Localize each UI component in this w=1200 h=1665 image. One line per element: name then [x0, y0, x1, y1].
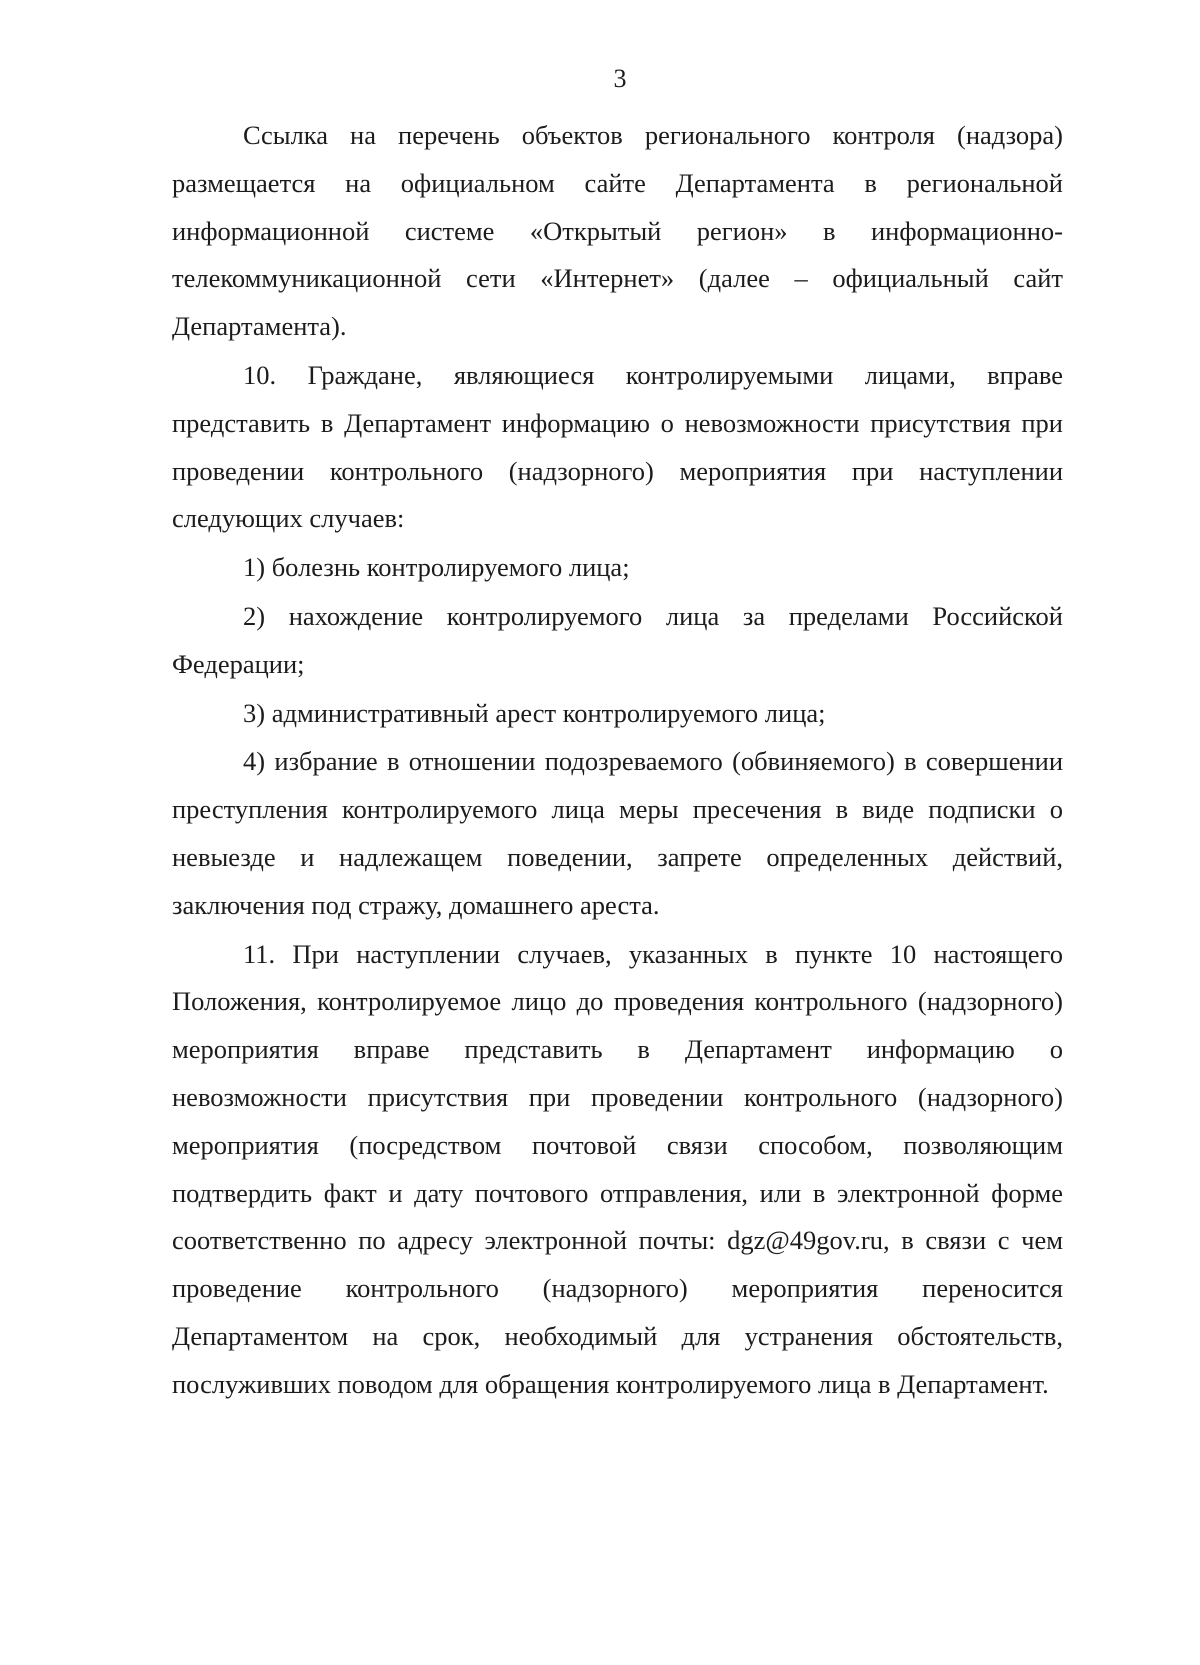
list-item-preventive-measure: 4) избрание в отношении подозреваемого (обвиняемого) в совершении преступления контролируемого лица меры пресечения в виде подписки о невыезде и надлежащем поведении, запрете определенных действий, заключения под стражу, домашнего ареста.	[172, 746, 1063, 920]
list-item-illness: 1) болезнь контролируемого лица;	[243, 552, 630, 583]
paragraph-item-11: 11. При наступлении случаев, указанных в пункте 10 настоящего Положения, контролируемое лицо до проведения контрольного (надзорного) мероприятия вправе представить в Департамент информацию о невозможности присутствия при проведении контрольного (надзорного) мероприятия (посредством почтовой связи способом, позволяющим подтвердить факт и дату почтового отправления, или в электронной форме соответственно по адресу электронной почты: dgz@49gov.ru, в связи с чем проведение контрольного (надзорного) мероприятия переносится Департаментом на срок, необходимый для устранения обстоятельств, послуживших поводом для обращения контролируемого лица в Департамент.	[172, 938, 1063, 1399]
list-item-arrest: 3) административный арест контролируемого лица;	[243, 697, 826, 728]
page-number: 3	[613, 64, 627, 93]
paragraph-item-10: 10. Граждане, являющиеся контролируемыми лицами, вправе представить в Департамент информацию о невозможности присутствия при проведении контрольного (надзорного) мероприятия при наступлении следующих случаев:	[172, 359, 1063, 534]
list-item-abroad: 2) нахождение контролируемого лица за пределами Российской Федерации;	[172, 600, 1063, 679]
document-body	[172, 112, 1063, 1409]
paragraph-objects-list-link: Ссылка на перечень объектов регионального контроля (надзора) размещается на официальном сайте Департамента в региональной информационной системе «Открытый регион» в информационно-телекоммуникационной сети «Интернет» (далее – официальный сайт Департамента).	[172, 120, 1063, 342]
